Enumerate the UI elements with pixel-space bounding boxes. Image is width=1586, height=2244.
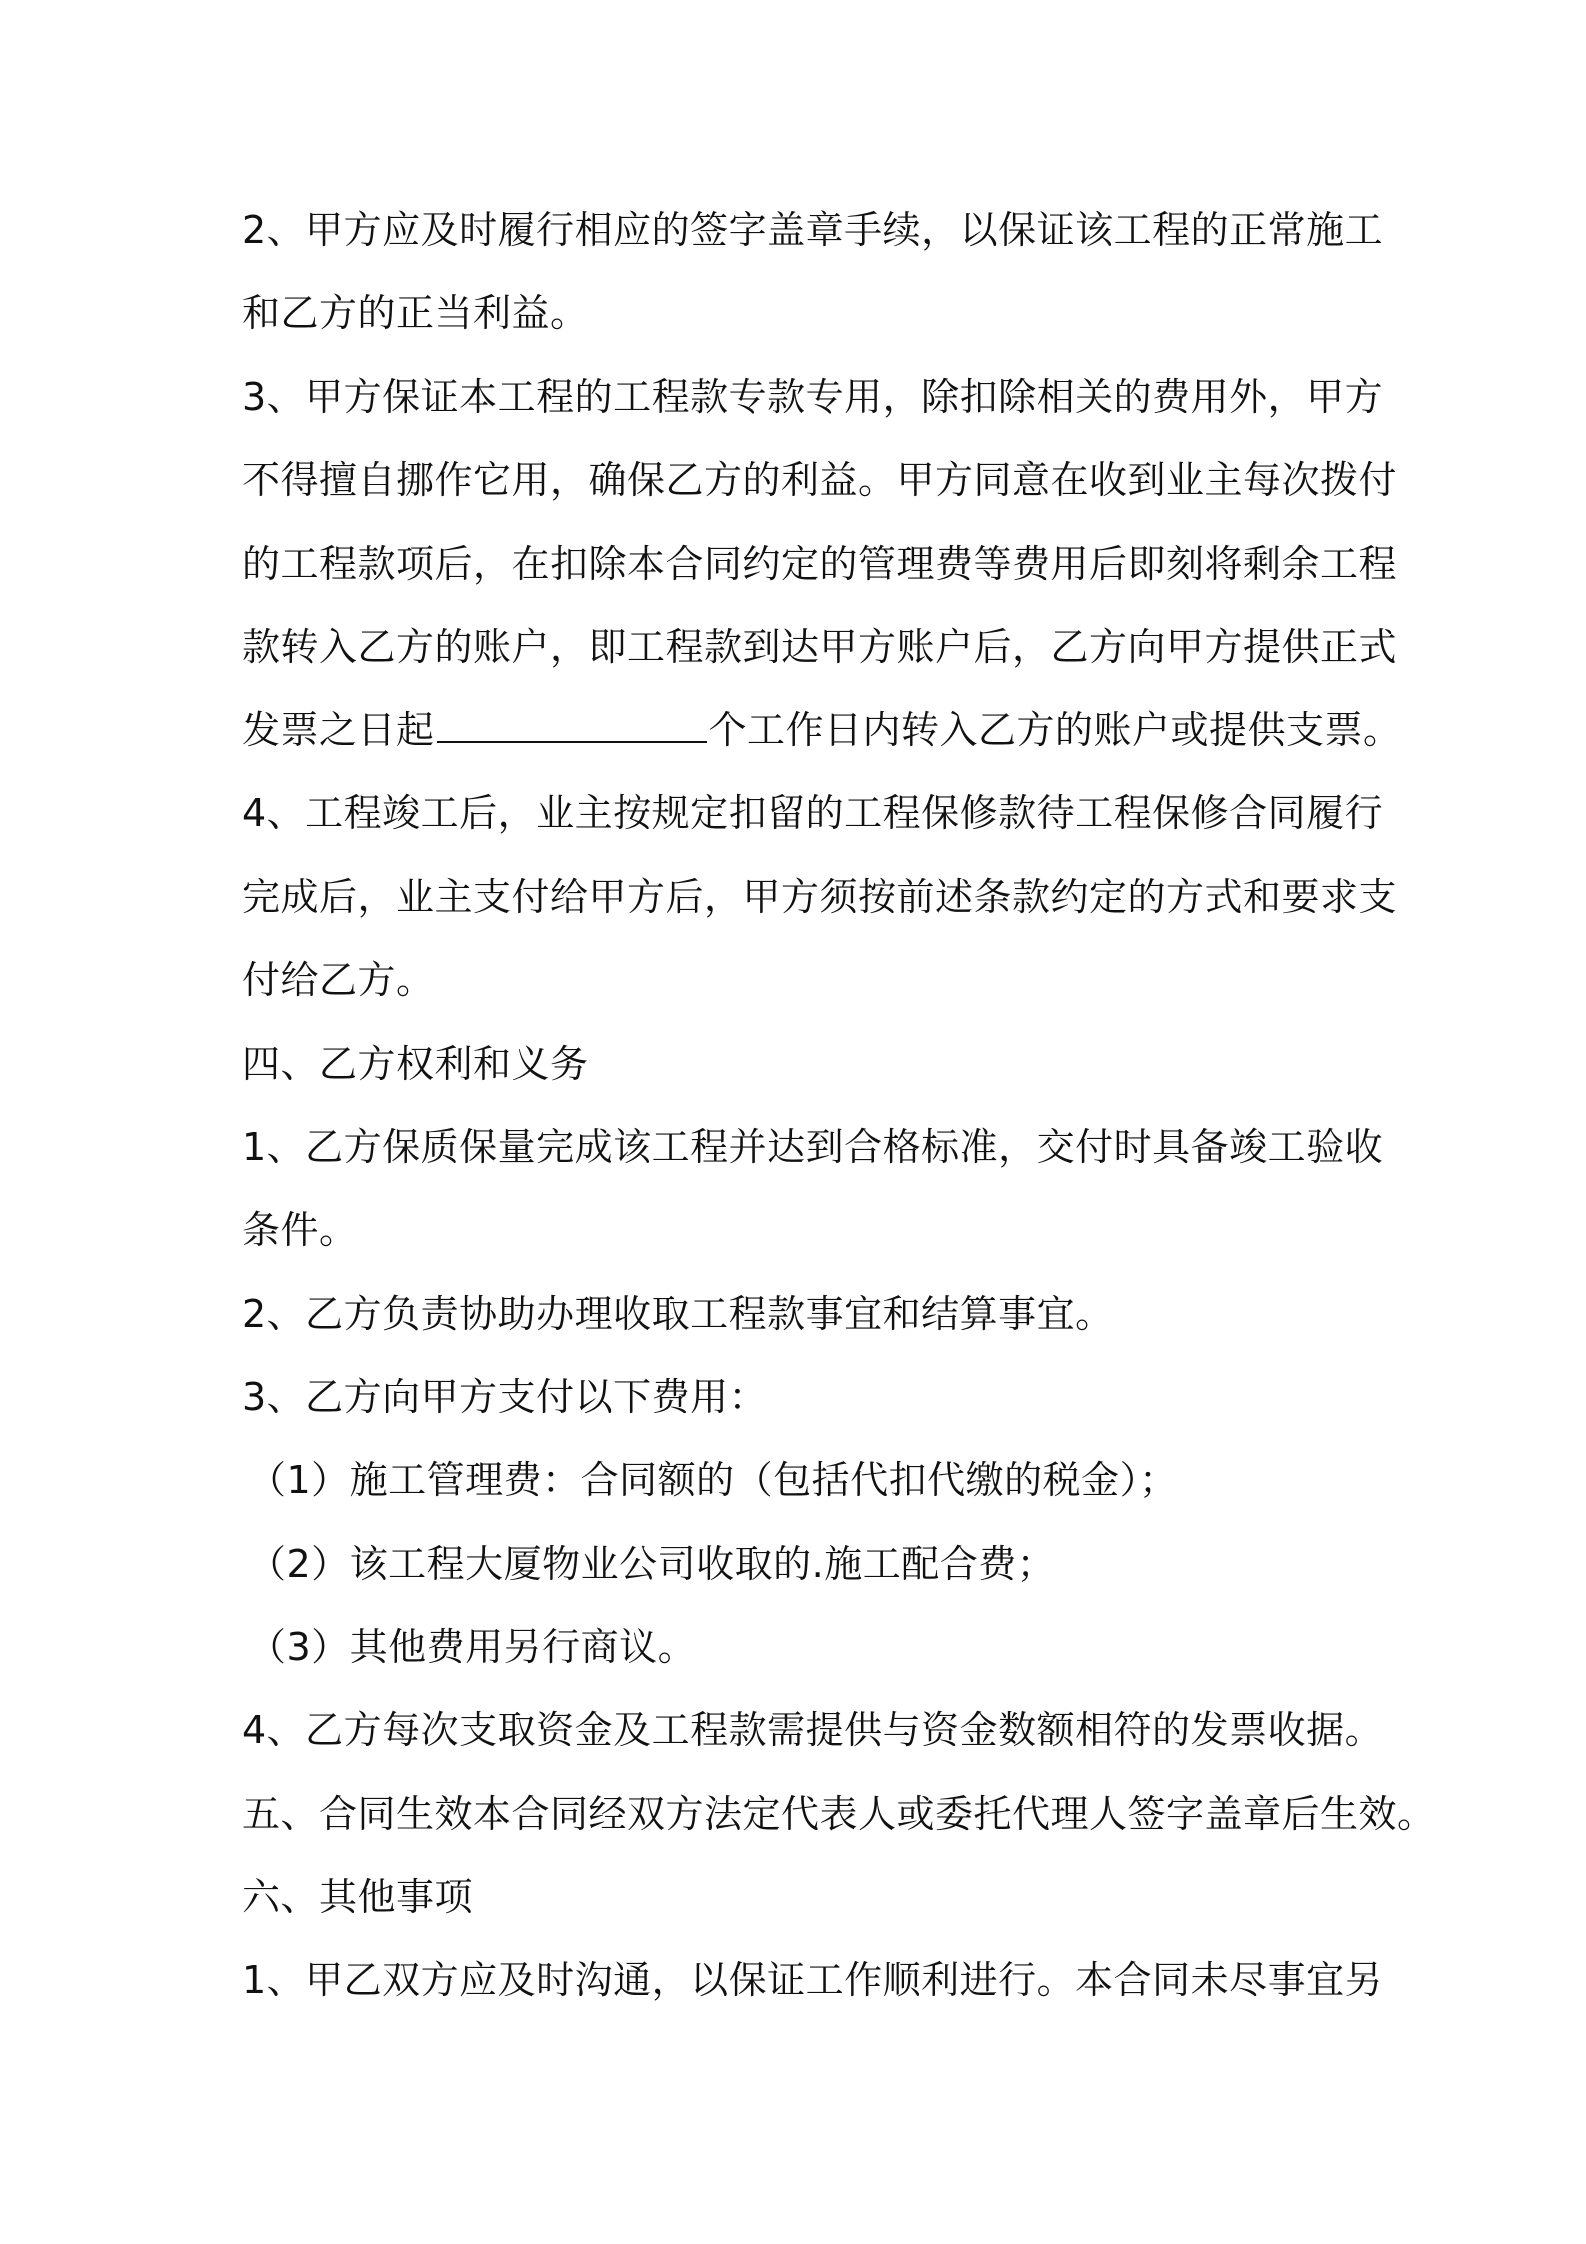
section-heading: 五、合同生效本合同经双方法定代表人或委托代理人签字盖章后生效。 <box>242 1792 1436 1836</box>
paragraph-line: 2、甲方应及时履行相应的签字盖章手续，以保证该工程的正常施工 <box>242 208 1384 252</box>
section-heading: 四、乙方权利和义务 <box>242 1042 589 1086</box>
fill-in-blank <box>437 707 707 743</box>
paragraph-line: 4、工程竣工后，业主按规定扣留的工程保修款待工程保修合同履行 <box>242 791 1384 835</box>
list-item: （3）其他费用另行商议。 <box>248 1625 697 1669</box>
paragraph-line: 款转入乙方的账户，即工程款到达甲方账户后，乙方向甲方提供正式 <box>242 625 1398 669</box>
paragraph-line: 付给乙方。 <box>242 958 435 1002</box>
paragraph-line: 4、乙方每次支取资金及工程款需提供与资金数额相符的发票收据。 <box>242 1708 1384 1752</box>
paragraph-line: 不得擅自挪作它用，确保乙方的利益。甲方同意在收到业主每次拨付 <box>242 458 1398 502</box>
invoice-date-prefix: 发票之日起 <box>242 708 435 752</box>
paragraph-line: 条件。 <box>242 1208 358 1252</box>
paragraph-line: 2、乙方负责协助办理收取工程款事宜和结算事宜。 <box>242 1292 1114 1336</box>
paragraph-line: 1、乙方保质保量完成该工程并达到合格标准，交付时具备竣工验收 <box>242 1125 1384 1169</box>
paragraph-line: 3、甲方保证本工程的工程款专款专用，除扣除相关的费用外，甲方 <box>242 375 1384 419</box>
list-item: （2）该工程大厦物业公司收取的.施工配合费； <box>248 1542 1056 1586</box>
invoice-date-suffix: 个工作日内转入乙方的账户或提供支票。 <box>708 708 1402 752</box>
paragraph-line: 的工程款项后，在扣除本合同约定的管理费等费用后即刻将剩余工程 <box>242 542 1398 586</box>
paragraph-line: 3、乙方向甲方支付以下费用： <box>242 1375 768 1419</box>
paragraph-line-with-blank <box>242 706 1402 754</box>
paragraph-line: 1、甲乙双方应及时沟通，以保证工作顺利进行。本合同未尽事宜另 <box>242 1958 1384 2002</box>
paragraph-line: 完成后，业主支付给甲方后，甲方须按前述条款约定的方式和要求支 <box>242 875 1398 919</box>
paragraph-line: 和乙方的正当利益。 <box>242 291 589 335</box>
section-heading: 六、其他事项 <box>242 1875 474 1919</box>
list-item: （1）施工管理费：合同额的（包括代扣代缴的税金）； <box>248 1458 1178 1502</box>
